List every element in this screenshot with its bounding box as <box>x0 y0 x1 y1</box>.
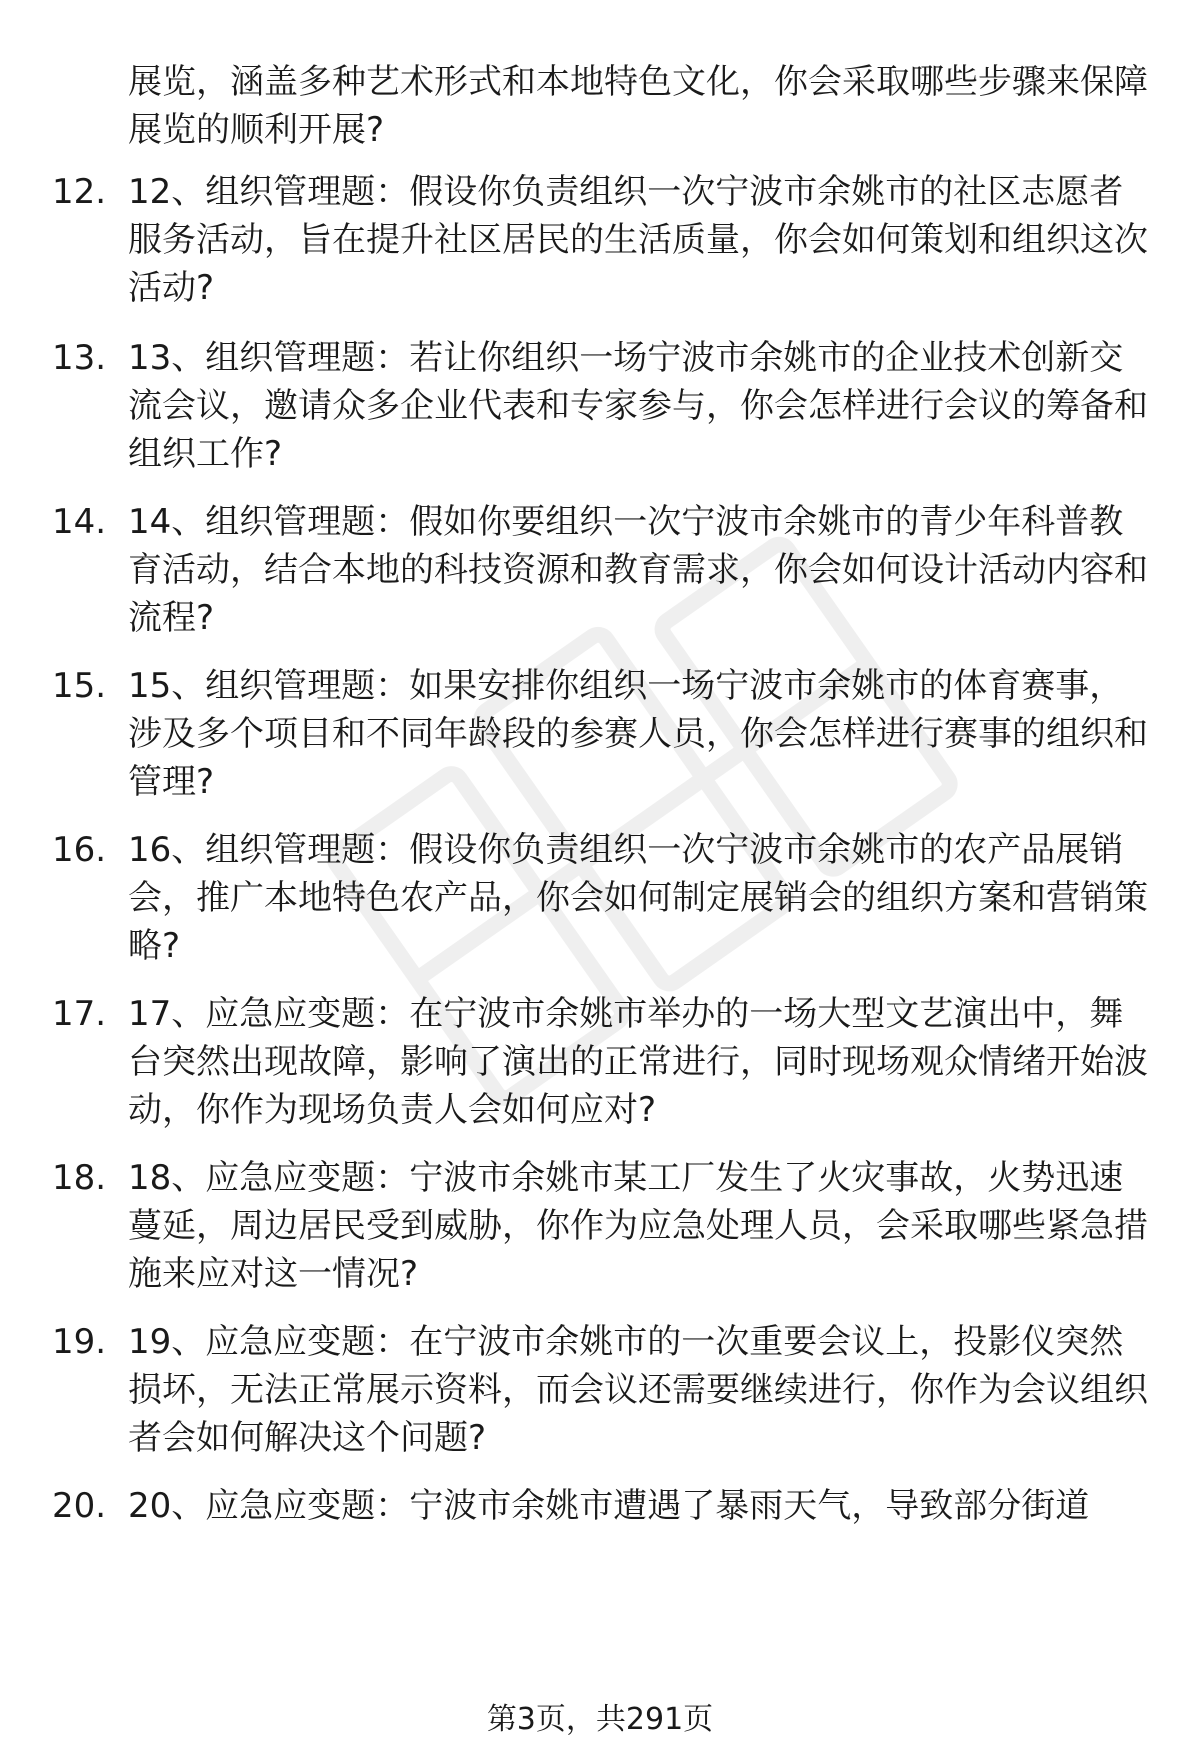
question-number: 14. <box>52 502 107 542</box>
question-number: 17. <box>52 994 107 1034</box>
question-text: 16、组织管理题：假设你负责组织一次宁波市余姚市的农产品展销会，推广本地特色农产品，你会如何制定展销会的组织方案和营销策略? <box>128 830 1148 966</box>
question-number: 13. <box>52 338 107 378</box>
question-item <box>0 1482 1200 1582</box>
question-text: 18、应急应变题：宁波市余姚市某工厂发生了火灾事故，火势迅速蔓延，周边居民受到威胁，你作为应急处理人员，会采取哪些紧急措施来应对这一情况? <box>128 1158 1148 1294</box>
question-text: 15、组织管理题：如果安排你组织一场宁波市余姚市的体育赛事，涉及多个项目和不同年龄段的参赛人员，你会怎样进行赛事的组织和管理? <box>128 666 1148 802</box>
question-item <box>0 826 1200 976</box>
question-text: 20、应急应变题：宁波市余姚市遭遇了暴雨天气，导致部分街道 <box>128 1486 1090 1526</box>
carry-over-paragraph: 展览，涵盖多种艺术形式和本地特色文化，你会采取哪些步骤来保障展览的顺利开展? <box>128 62 1148 150</box>
question-item <box>0 662 1200 812</box>
question-item <box>0 334 1200 484</box>
question-text: 19、应急应变题：在宁波市余姚市的一次重要会议上，投影仪突然损坏，无法正常展示资料，而会议还需要继续进行，你作为会议组织者会如何解决这个问题? <box>128 1322 1148 1458</box>
question-item <box>0 990 1200 1140</box>
question-number: 15. <box>52 666 107 706</box>
question-item <box>0 498 1200 648</box>
question-text: 17、应急应变题：在宁波市余姚市举办的一场大型文艺演出中，舞台突然出现故障，影响了演出的正常进行，同时现场观众情绪开始波动，你作为现场负责人会如何应对? <box>128 994 1148 1130</box>
question-text: 14、组织管理题：假如你要组织一次宁波市余姚市的青少年科普教育活动，结合本地的科技资源和教育需求，你会如何设计活动内容和流程? <box>128 502 1148 638</box>
question-text: 13、组织管理题：若让你组织一场宁波市余姚市的企业技术创新交流会议，邀请众多企业代表和专家参与，你会怎样进行会议的筹备和组织工作? <box>128 338 1148 474</box>
question-number: 12. <box>52 172 107 212</box>
question-text: 12、组织管理题：假设你负责组织一次宁波市余姚市的社区志愿者服务活动，旨在提升社区居民的生活质量，你会如何策划和组织这次活动? <box>128 172 1148 308</box>
question-number: 18. <box>52 1158 107 1198</box>
page-footer: 第3页，共291页 <box>486 1702 714 1737</box>
question-number: 19. <box>52 1322 107 1362</box>
question-number: 16. <box>52 830 107 870</box>
question-number: 20. <box>52 1486 107 1526</box>
question-item <box>0 1318 1200 1468</box>
question-item <box>0 168 1200 318</box>
question-item <box>0 1154 1200 1304</box>
